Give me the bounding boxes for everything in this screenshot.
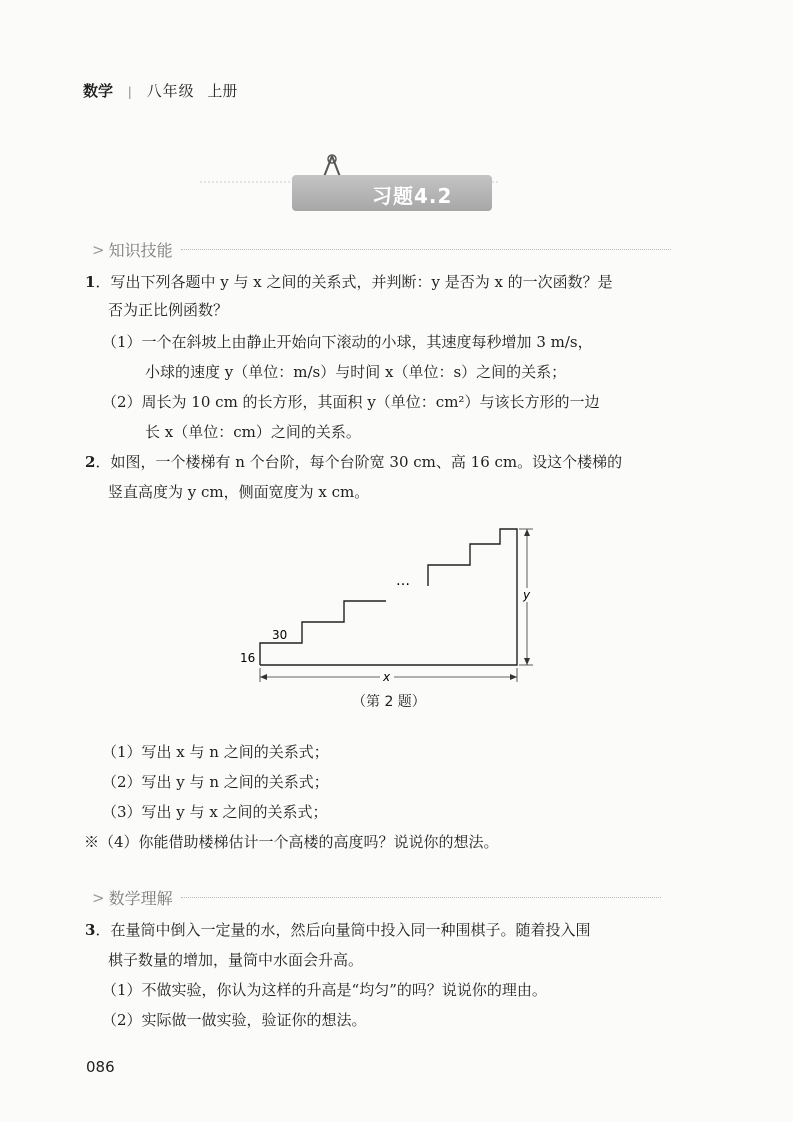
q1-number: 1 (85, 273, 96, 291)
q1-part1b: 小球的速度 y（单位：m/s）与时间 x（单位：s）之间的关系； (145, 363, 567, 381)
section-understanding-label: 数学理解 (108, 889, 173, 908)
stair-outline-upper (260, 529, 517, 665)
step-height-label: 16 (240, 651, 256, 665)
y-label: y (523, 588, 531, 602)
q2-line1 (85, 452, 622, 472)
section-rule (181, 897, 661, 898)
section-skills (92, 238, 671, 261)
exercise-title: 习题4.2 (372, 184, 453, 208)
chevron-right-icon: > (92, 240, 105, 259)
figure-caption: （第 2 题） (352, 694, 426, 710)
q2-part1: （1）写出 x 与 n 之间的关系式； (102, 743, 329, 761)
exercise-title-banner (200, 150, 500, 220)
q2-part2: （2）写出 y 与 n 之间的关系式； (102, 773, 329, 791)
chevron-right-icon: > (92, 888, 105, 907)
section-rule (181, 249, 671, 250)
q3-text2: 棋子数量的增加，量筒中水面会升高。 (108, 951, 364, 969)
q2-text2: 竖直高度为 y cm，侧面宽度为 x cm。 (108, 483, 370, 501)
q1-text1: ．写出下列各题中 y 与 x 之间的关系式，并判断：y 是否为 x 的一次函数？是 (95, 273, 613, 291)
page-header (83, 80, 237, 101)
q3-part1: （1）不做实验，你认为这样的升高是“均匀”的吗？说说你的理由。 (102, 981, 547, 999)
q3-text1: ．在量筒中倒入一定量的水，然后向量筒中投入同一种围棋子。随着投入围 (95, 921, 591, 939)
q2-number: 2 (85, 453, 96, 471)
q3-part2: （2）实际做一做实验，验证你的想法。 (102, 1011, 367, 1029)
q2-part3: （3）写出 y 与 x 之间的关系式； (102, 803, 328, 821)
q2-text1: ．如图，一个楼梯有 n 个台阶，每个台阶宽 30 cm、高 16 cm。设这个楼梯的 (95, 453, 623, 471)
grade-label: 八年级 (146, 82, 195, 100)
q3-line1 (85, 920, 590, 940)
volume-label: 上册 (207, 82, 238, 100)
q1-part2a: （2）周长为 10 cm 的长方形，其面积 y（单位：cm²）与该长方形的一边 (102, 393, 600, 411)
q1-part2b: 长 x（单位：cm）之间的关系。 (145, 423, 361, 441)
ellipsis-label: … (396, 573, 410, 589)
q1-line1 (85, 272, 613, 292)
q1-part1a: （1）一个在斜坡上由静止开始向下滚动的小球，其速度每秒增加 3 m/s， (102, 333, 593, 351)
page-number: 086 (86, 1058, 115, 1076)
header-separator: | (127, 85, 132, 99)
q2-part4: ※（4）你能借助楼梯估计一个高楼的高度吗？说说你的想法。 (84, 833, 499, 851)
subject-label: 数学 (83, 82, 114, 100)
x-label: x (383, 670, 391, 684)
section-understanding (92, 886, 661, 909)
section-skills-label: 知识技能 (108, 241, 173, 260)
q3-number: 3 (85, 921, 96, 939)
staircase-figure (0, 515, 793, 715)
q1-text2: 否为正比例函数？ (108, 301, 229, 319)
step-width-label: 30 (272, 628, 288, 642)
